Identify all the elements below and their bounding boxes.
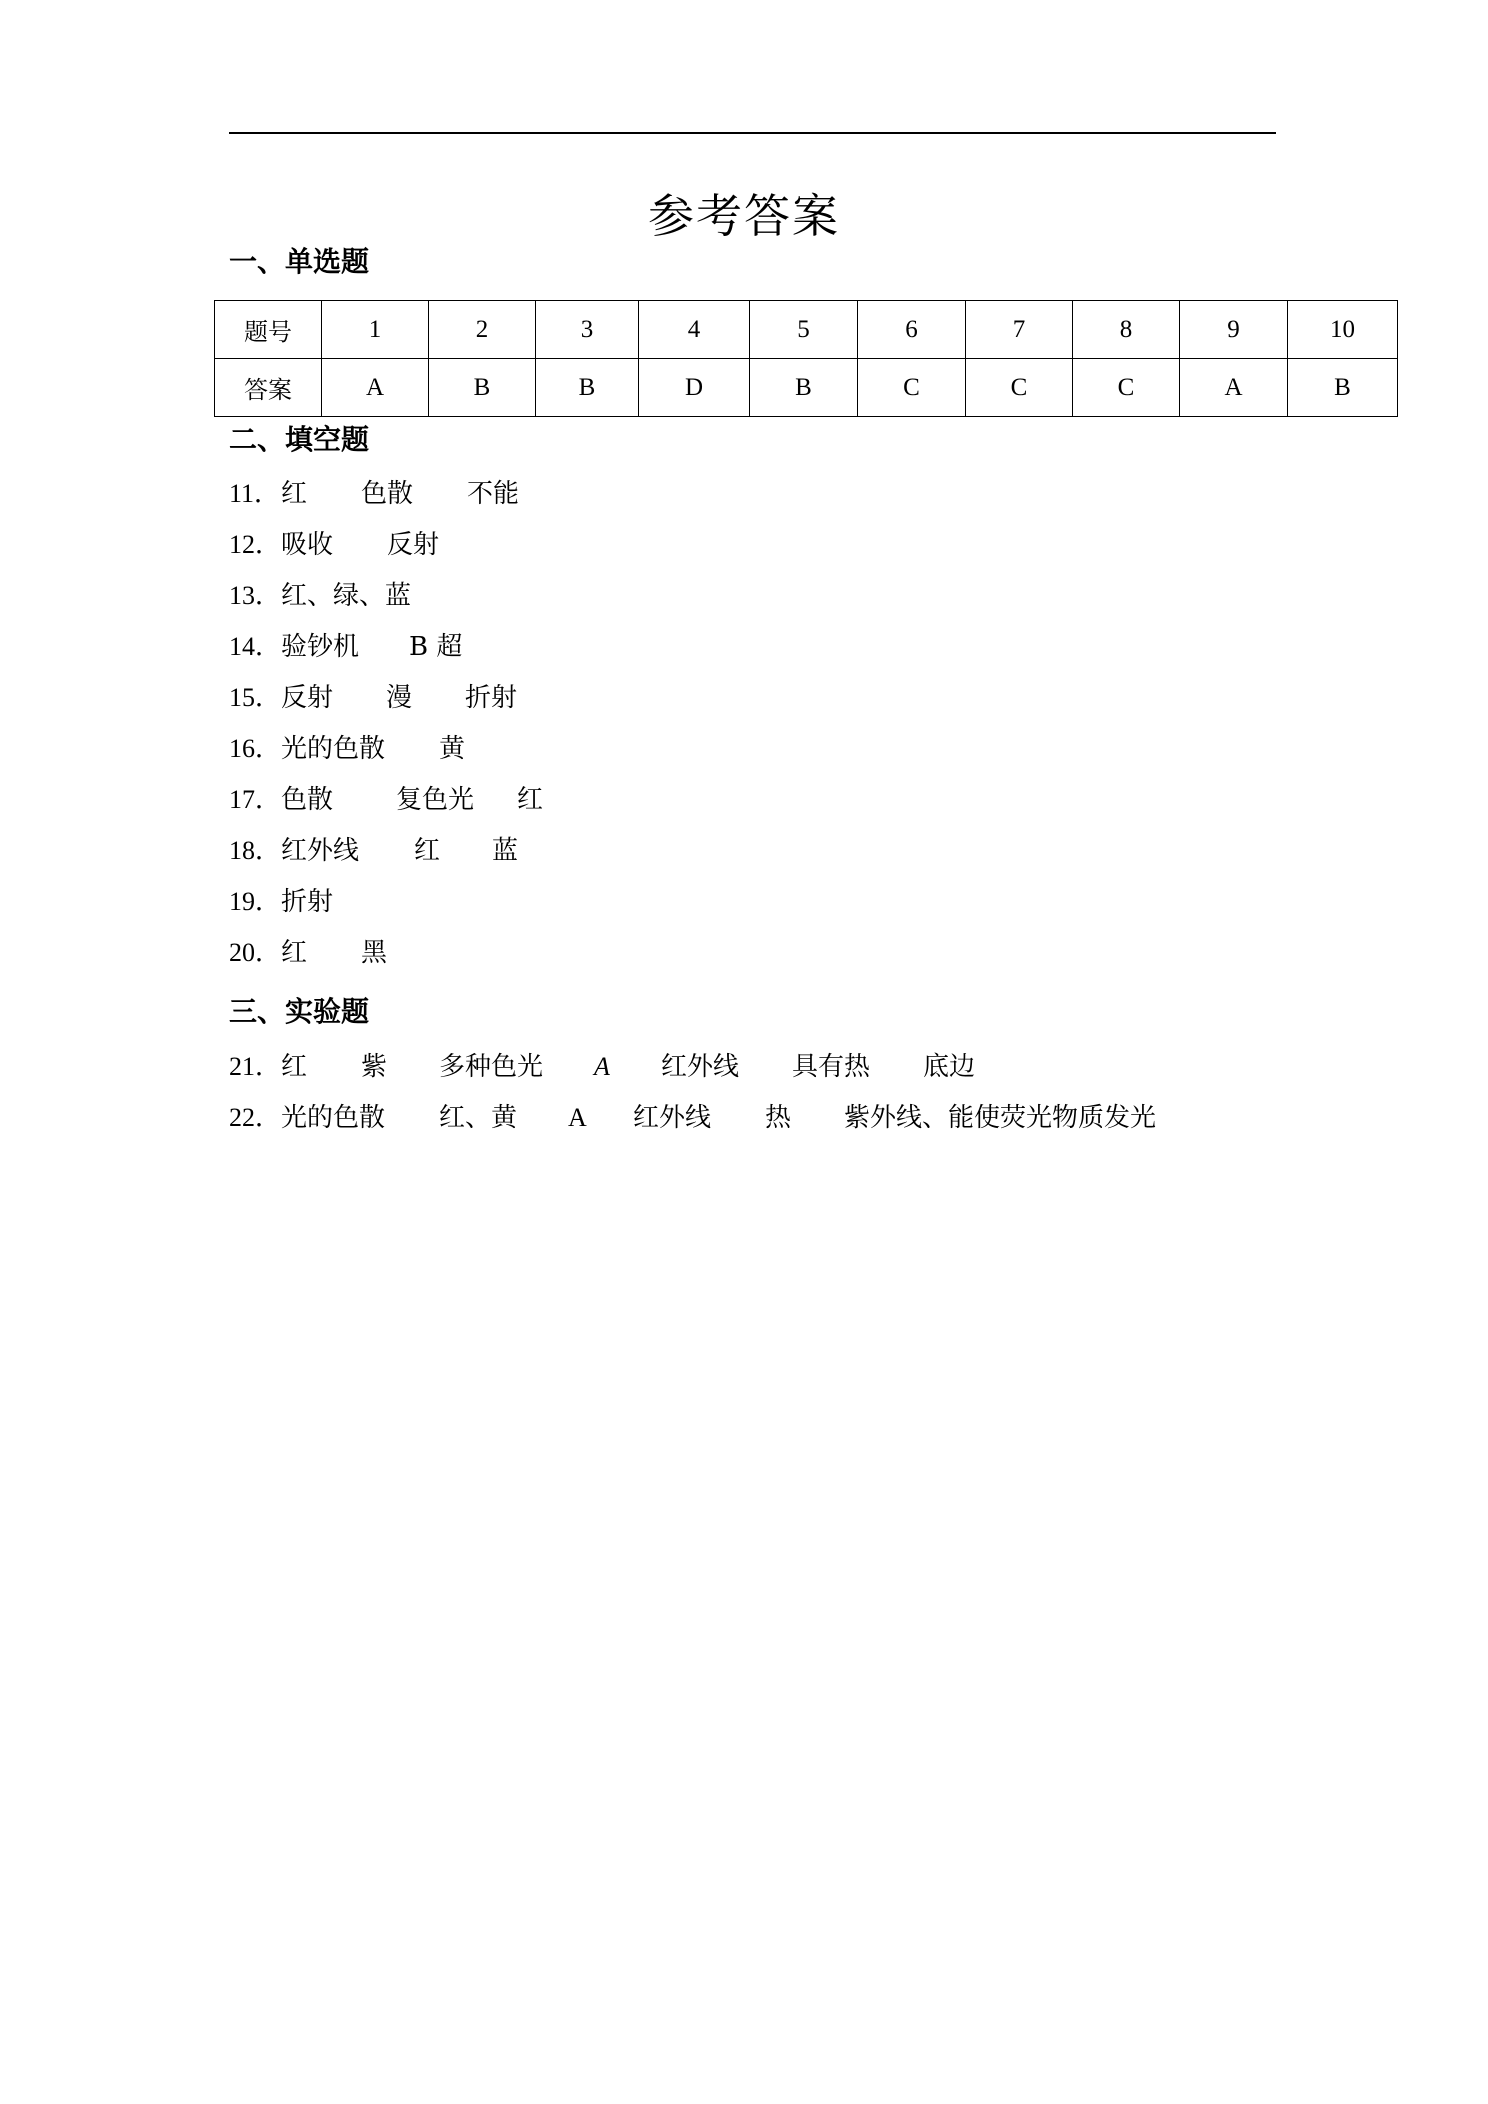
answer-line-21 [229,1047,976,1087]
question-number: 19． [229,887,282,916]
answer-text: 验钞机 [281,632,360,662]
answer-line-14 [229,627,463,667]
answer-text: 黄 [439,734,466,764]
answer-text: 光的色散 [281,1103,386,1133]
question-number: 7 [966,301,1073,359]
answer-line-18 [229,831,519,871]
question-number: 13． [229,581,282,610]
question-number: 5 [750,301,858,359]
question-number-label: 题号 [215,301,322,359]
answer-text: A [568,1103,587,1132]
question-number: 15． [229,683,282,712]
answer-text: 红 [281,1052,308,1082]
answer-text: 红 [414,836,441,866]
question-number: 8 [1073,301,1180,359]
answer-line-11 [229,474,520,514]
answer-cell: B [429,359,536,417]
answer-text: 红 [281,479,308,509]
question-number: 22． [229,1103,282,1132]
answer-text: A [594,1052,610,1081]
question-number: 6 [858,301,966,359]
section-heading-single-choice: 一、单选题 [229,245,370,278]
question-number: 4 [639,301,750,359]
question-number: 10 [1288,301,1398,359]
answer-cell: B [536,359,639,417]
answer-text: 热 [765,1103,792,1133]
answer-text: 红外线 [661,1052,740,1082]
answer-text: 红外线 [633,1103,712,1133]
answer-text: 紫外线、能使荧光物质发光 [844,1103,1157,1133]
answer-text: 漫 [386,683,413,713]
answer-line-19 [229,882,334,922]
answer-text: 红 [517,785,544,815]
answer-text: 红、黄 [439,1103,518,1133]
answer-cell: A [322,359,429,417]
question-number: 17． [229,785,282,814]
answer-text: 吸收 [281,530,334,560]
answer-line-17 [229,780,544,820]
answer-text: 反射 [281,683,334,713]
section-heading-experiment: 三、实验题 [229,995,370,1028]
answer-label: 答案 [215,359,322,417]
question-number: 1 [322,301,429,359]
answer-cell: B [750,359,858,417]
answer-cell: D [639,359,750,417]
answer-line-12 [229,525,440,565]
answer-cell: C [966,359,1073,417]
answer-cell: C [1073,359,1180,417]
answer-text: 红外线 [281,836,360,866]
section-heading-fill-blank: 二、填空题 [229,423,370,456]
header-rule [229,132,1276,134]
answer-text: 红 [281,938,308,968]
answer-cell: C [858,359,966,417]
question-number: 14． [229,632,282,661]
answer-text: 光的色散 [281,734,386,764]
answer-text: 不能 [467,479,520,509]
answer-line-20 [229,933,388,973]
question-number: 18． [229,836,282,865]
answer-text: 黑 [361,938,388,968]
document-title: 参考答案 [648,189,840,243]
question-number: 20． [229,938,282,967]
answer-cell: B [1288,359,1398,417]
answer-text: 折射 [281,887,334,917]
answer-text: 蓝 [492,836,519,866]
question-number: 11． [229,479,281,508]
answer-text: 色散 [281,785,334,815]
answer-table [214,300,1398,417]
answer-text: 多种色光 [439,1052,544,1082]
question-number: 2 [429,301,536,359]
answer-line-13 [229,576,412,616]
answer-text: 底边 [923,1052,976,1082]
answer-text: 反射 [387,530,440,560]
table-row-answers [215,359,1398,417]
question-number: 16． [229,734,282,763]
answer-line-22 [229,1098,1157,1138]
answer-text: 具有热 [792,1052,871,1082]
answer-text: 复色光 [396,785,475,815]
answer-text: 紫 [361,1052,388,1082]
answer-text: 色散 [361,479,414,509]
answer-line-16 [229,729,466,769]
question-number: 21． [229,1052,282,1081]
answer-line-15 [229,678,518,718]
question-number: 12． [229,530,282,559]
question-number: 9 [1180,301,1288,359]
answer-text: 折射 [465,683,518,713]
answer-text: B 超 [409,632,463,662]
question-number: 3 [536,301,639,359]
answer-text: 红、绿、蓝 [281,581,412,611]
table-row-questions [215,301,1398,359]
answer-cell: A [1180,359,1288,417]
